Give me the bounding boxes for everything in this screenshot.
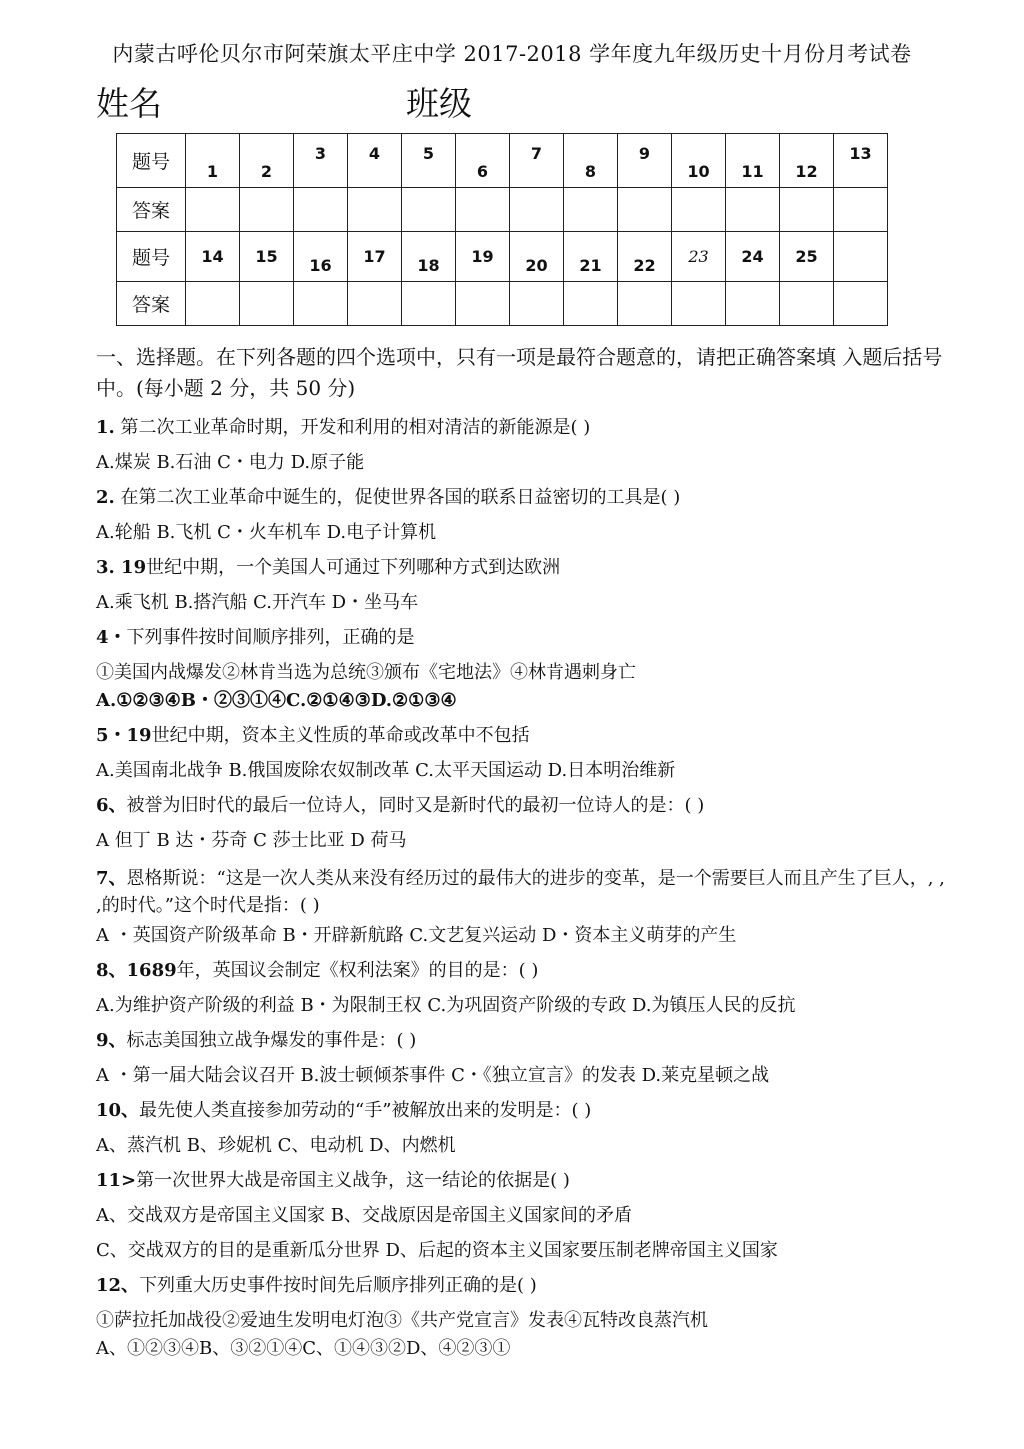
name-label: 姓名 [96, 84, 162, 123]
question-11 [96, 1170, 956, 1192]
answer-cell[interactable] [618, 282, 672, 326]
question-number: 23 [672, 232, 726, 282]
answer-cell[interactable] [294, 188, 348, 232]
question-3-options: A.乘飞机 B.搭汽船 C.开汽车 D・坐马车 [96, 592, 419, 613]
answer-cell[interactable] [672, 188, 726, 232]
question-number: 19 [456, 232, 510, 282]
row-label: 题号 [117, 232, 186, 282]
question-number-row-1 [117, 134, 888, 188]
question-12-options: A、①②③④B、③②①④C、①④③②D、④②③① [96, 1338, 511, 1359]
answer-row-2 [117, 282, 888, 326]
question-stem: 标志美国独立战争爆发的事件是：( ) [126, 1030, 417, 1051]
answer-cell[interactable] [834, 188, 888, 232]
question-7-options: A ・英国资产阶级革命 B・开辟新航路 C.文艺复兴运动 D・资本主义萌芽的产生 [96, 925, 737, 946]
answer-cell[interactable] [564, 282, 618, 326]
exam-title: 内蒙古呼伦贝尔市阿荣旗太平庄中学 2017-2018 学年度九年级历史十月份月考试卷 [112, 42, 912, 66]
question-8 [96, 960, 956, 982]
question-number: 13 [834, 134, 888, 188]
question-1 [96, 417, 956, 439]
question-11-options-ab: A、交战双方是帝国主义国家 B、交战原因是帝国主义国家间的矛盾 [96, 1205, 632, 1226]
question-number: 6、 [96, 795, 127, 816]
question-5-options: A.美国南北战争 B.俄国废除农奴制改革 C.太平天国运动 D.日本明治维新 [96, 760, 676, 781]
row-label: 答案 [117, 282, 186, 326]
question-4-options: A.①②③④B・②③①④C.②①④③D.②①③④ [96, 690, 457, 711]
question-stem: 第一次世界大战是帝国主义战争，这一结论的依据是( ) [136, 1170, 570, 1191]
question-number: 15 [240, 232, 294, 282]
question-number: 5 [402, 134, 456, 188]
answer-cell[interactable] [834, 282, 888, 326]
question-2 [96, 487, 956, 509]
question-section [96, 342, 956, 1360]
answer-row-1 [117, 188, 888, 232]
answer-cell[interactable] [348, 282, 402, 326]
answer-cell[interactable] [186, 282, 240, 326]
class-label: 班级 [406, 84, 472, 123]
answer-cell[interactable] [726, 188, 780, 232]
answer-cell[interactable] [402, 188, 456, 232]
answer-cell[interactable] [726, 282, 780, 326]
answer-cell[interactable] [510, 188, 564, 232]
question-number: 21 [564, 232, 618, 282]
question-number: 11> [96, 1170, 137, 1191]
question-5 [96, 725, 956, 747]
answer-cell[interactable] [294, 282, 348, 326]
question-number: 11 [726, 134, 780, 188]
question-4-events: ①美国内战爆发②林肯当选为总统③颁布《宅地法》④林肯遇刺身亡 [96, 662, 636, 683]
question-number: 8、1689 [96, 960, 177, 981]
question-number: 22 [618, 232, 672, 282]
question-stem: 恩格斯说：“这是一次人类从来没有经历过的最伟大的进步的变革，是一个需要巨人而且产生了巨人，, , ,的时代。”这个时代是指：( ) [96, 868, 945, 916]
answer-cell[interactable] [240, 282, 294, 326]
question-1-options: A.煤炭 B.石油 C・电力 D.原子能 [96, 452, 365, 473]
question-number: 5・19 [96, 725, 152, 746]
question-12 [96, 1275, 956, 1297]
answer-cell[interactable] [780, 282, 834, 326]
question-number: 25 [780, 232, 834, 282]
question-number: 4・ [96, 627, 127, 648]
question-number: 3. 19 [96, 557, 147, 578]
question-10 [96, 1100, 956, 1122]
answer-cell[interactable] [510, 282, 564, 326]
question-number: 18 [402, 232, 456, 282]
question-number: 9 [618, 134, 672, 188]
question-number: 2. [96, 487, 115, 508]
question-number: 7 [510, 134, 564, 188]
question-number [834, 232, 888, 282]
question-12-events: ①萨拉托加战役②爱迪生发明电灯泡③《共产党宣言》发表④瓦特改良蒸汽机 [96, 1310, 708, 1331]
question-number: 1 [186, 134, 240, 188]
question-10-options: A、蒸汽机 B、珍妮机 C、电动机 D、内燃机 [96, 1135, 456, 1156]
answer-cell[interactable] [672, 282, 726, 326]
question-stem: 下列重大历史事件按时间先后顺序排列正确的是( ) [139, 1275, 537, 1296]
question-number: 7、 [96, 868, 127, 889]
question-number: 17 [348, 232, 402, 282]
question-number: 4 [348, 134, 402, 188]
question-11-options-cd: C、交战双方的目的是重新瓜分世界 D、后起的资本主义国家要压制老牌帝国主义国家 [96, 1240, 778, 1261]
row-label: 题号 [117, 134, 186, 188]
answer-grid [116, 133, 888, 326]
question-stem: 第二次工业革命时期，开发和利用的相对清洁的新能源是( ) [120, 417, 591, 438]
question-8-options: A.为维护资产阶级的利益 B・为限制王权 C.为巩固资产阶级的专政 D.为镇压人民的反抗 [96, 995, 796, 1016]
question-stem: 世纪中期，一个美国人可通过下列哪种方式到达欧洲 [146, 557, 561, 578]
question-4 [96, 627, 956, 649]
question-stem: 世纪中期，资本主义性质的革命或改革中不包括 [151, 725, 530, 746]
question-number: 1. [96, 417, 115, 438]
question-3 [96, 557, 956, 579]
answer-cell[interactable] [456, 188, 510, 232]
question-number: 14 [186, 232, 240, 282]
question-number: 24 [726, 232, 780, 282]
question-9 [96, 1030, 956, 1052]
question-number: 20 [510, 232, 564, 282]
question-stem: 年，英国议会制定《权利法案》的目的是：( ) [176, 960, 539, 981]
question-number-row-2 [117, 232, 888, 282]
question-stem: 最先使人类直接参加劳动的“手”被解放出来的发明是：( ) [139, 1100, 592, 1121]
question-stem: 在第二次工业革命中诞生的，促使世界各国的联系日益密切的工具是( ) [120, 487, 681, 508]
answer-cell[interactable] [240, 188, 294, 232]
question-number: 12、 [96, 1275, 140, 1296]
answer-cell[interactable] [780, 188, 834, 232]
question-6-options: A 但丁 B 达・芬奇 C 莎士比亚 D 荷马 [96, 830, 407, 851]
answer-cell[interactable] [456, 282, 510, 326]
question-9-options: A ・第一届大陆会议召开 B.波士顿倾茶事件 C・《独立宣言》的发表 D.莱克星顿之战 [96, 1065, 770, 1086]
question-number: 10、 [96, 1100, 140, 1121]
section-heading: 一、选择题。在下列各题的四个选项中，只有一项是最符合题意的，请把正确答案填 入题后括号中。(每小题 2 分，共 50 分) [96, 345, 943, 400]
row-label: 答案 [117, 188, 186, 232]
question-number: 2 [240, 134, 294, 188]
question-7 [96, 865, 956, 919]
question-number: 10 [672, 134, 726, 188]
question-6 [96, 795, 956, 817]
question-number: 6 [456, 134, 510, 188]
question-number: 16 [294, 232, 348, 282]
question-number: 8 [564, 134, 618, 188]
question-2-options: A.轮船 B.飞机 C・火车机车 D.电子计算机 [96, 522, 437, 543]
answer-cell[interactable] [348, 188, 402, 232]
question-stem: 被誉为旧时代的最后一位诗人，同时又是新时代的最初一位诗人的是：( ) [126, 795, 705, 816]
answer-cell[interactable] [618, 188, 672, 232]
question-stem: 下列事件按时间顺序排列，正确的是 [126, 627, 415, 648]
answer-cell[interactable] [186, 188, 240, 232]
answer-cell[interactable] [564, 188, 618, 232]
question-number: 3 [294, 134, 348, 188]
answer-cell[interactable] [402, 282, 456, 326]
question-number: 9、 [96, 1030, 127, 1051]
question-number: 12 [780, 134, 834, 188]
